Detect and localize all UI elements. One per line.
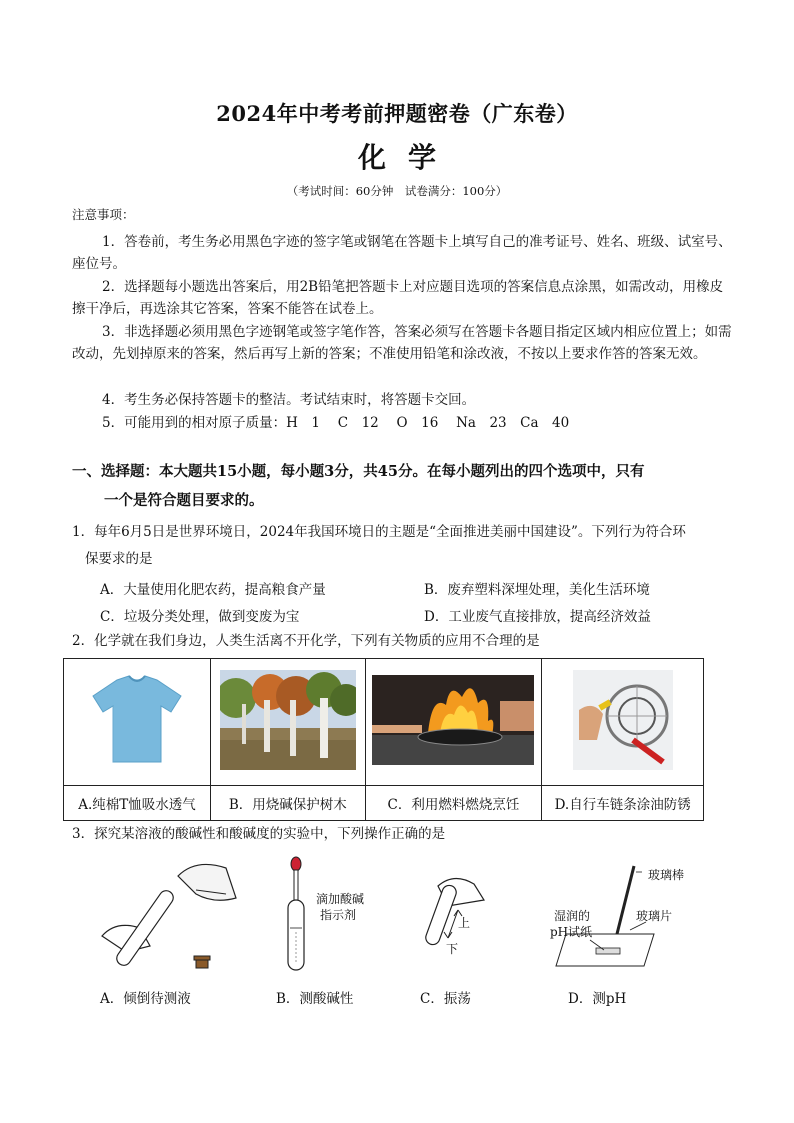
q2-caption-b[interactable]: B．用烧碱保护树木 — [211, 786, 366, 821]
wet-ph-paper-label-line1: 湿润的 — [554, 909, 591, 923]
wet-ph-paper-label-line2: pH试纸 — [550, 925, 593, 939]
subject-title: 化学 — [357, 141, 458, 174]
note-item-1: 1．答卷前，考生务必用黑色字迹的签字笔或钢笔在答题卡上填写自己的准考证号、姓名、班级、试室号、座位号。 — [72, 234, 732, 272]
q1-option-c[interactable]: C．垃圾分类处理，做到变废为宝 — [100, 609, 300, 625]
q1-option-a[interactable]: A．大量使用化肥农药，提高粮食产量 — [100, 582, 326, 598]
exam-time-info: （考试时间：60分钟 试卷满分：100分） — [286, 184, 508, 198]
q1-stem-line2: 保要求的是 — [85, 551, 153, 567]
q3-caption-d[interactable]: D．测pH — [568, 991, 627, 1007]
q3-caption-b[interactable]: B．测酸碱性 — [276, 991, 354, 1007]
note-item-3: 3．非选择题必须用黑色字迹钢笔或签字笔作答，答案必须写在答题卡各题目指定区域内相应位置上；如需改动，先划掉原来的答案，然后再写上新的答案；不准使用铅笔和涂改液，不按以上要求作答的答案无效。 — [72, 324, 732, 362]
q2-stem: 2．化学就在我们身边，人类生活离不开化学，下列有关物质的应用不合理的是 — [72, 633, 540, 649]
shake-down-label: 下 — [446, 942, 459, 956]
shake-up-label: 上 — [458, 916, 471, 930]
glass-slide-label: 玻璃片 — [636, 909, 673, 923]
glass-rod-label: 玻璃棒 — [648, 868, 685, 882]
dropper-test-tube-figure — [282, 856, 316, 974]
q2-caption-a[interactable]: A.纯棉T恤吸水透气 — [64, 786, 211, 821]
exam-title: 2024年中考考前押题密卷（广东卷） — [216, 101, 578, 126]
q2-options-table — [63, 658, 704, 821]
q3-caption-c[interactable]: C．振荡 — [420, 991, 471, 1007]
shaking-test-tube-figure — [418, 870, 498, 950]
bike-chain-image — [573, 670, 673, 770]
q1-option-b[interactable]: B．废弃塑料深埋处理，美化生活环境 — [424, 582, 650, 598]
notes-heading: 注意事项： — [72, 207, 135, 222]
section-heading-line2: 一个是符合题目要求的。 — [104, 492, 264, 509]
dropper-label-line2: 指示剂 — [320, 908, 357, 922]
q2-image-b-cell — [211, 659, 366, 786]
q2-caption-d[interactable]: D.自行车链条涂油防锈 — [542, 786, 704, 821]
note-item-4: 4．考生务必保持答题卡的整洁。考试结束时，将答题卡交回。 — [102, 392, 476, 408]
q1-stem-line1: 1．每年6月5日是世界环境日，2024年我国环境日的主题是“全面推进美丽中国建设”。下列行为符合环 — [72, 524, 686, 540]
section-heading-line1: 一、选择题：本大题共15小题，每小题3分，共45分。在每小题列出的四个选项中，只有 — [72, 463, 645, 480]
q2-image-a-cell — [64, 659, 211, 786]
q2-image-c-cell — [365, 659, 542, 786]
q2-caption-c[interactable]: C．利用燃料燃烧烹饪 — [365, 786, 542, 821]
q3-stem: 3．探究某溶液的酸碱性和酸碱度的实验中，下列操作正确的是 — [72, 826, 446, 842]
note-item-2: 2．选择题每小题选出答案后，用2B铅笔把答题卡上对应题目选项的答案信息点涂黑，如需改动，用橡皮擦干净后，再选涂其它答案，答案不能答在试卷上。 — [72, 279, 724, 317]
tshirt-image — [87, 672, 187, 768]
note-item-5: 5．可能用到的相对原子质量：H 1 C 12 O 16 Na 23 Ca 40 — [102, 415, 570, 431]
q3-caption-a[interactable]: A．倾倒待测液 — [100, 991, 191, 1007]
cooking-fire-image — [372, 675, 534, 765]
pouring-liquid-figure — [96, 854, 246, 978]
q1-option-d[interactable]: D．工业废气直接排放，提高经济效益 — [424, 609, 651, 625]
q2-image-d-cell — [542, 659, 704, 786]
dropper-label-line1: 滴加酸碱 — [316, 892, 365, 906]
trees-image — [220, 670, 356, 770]
